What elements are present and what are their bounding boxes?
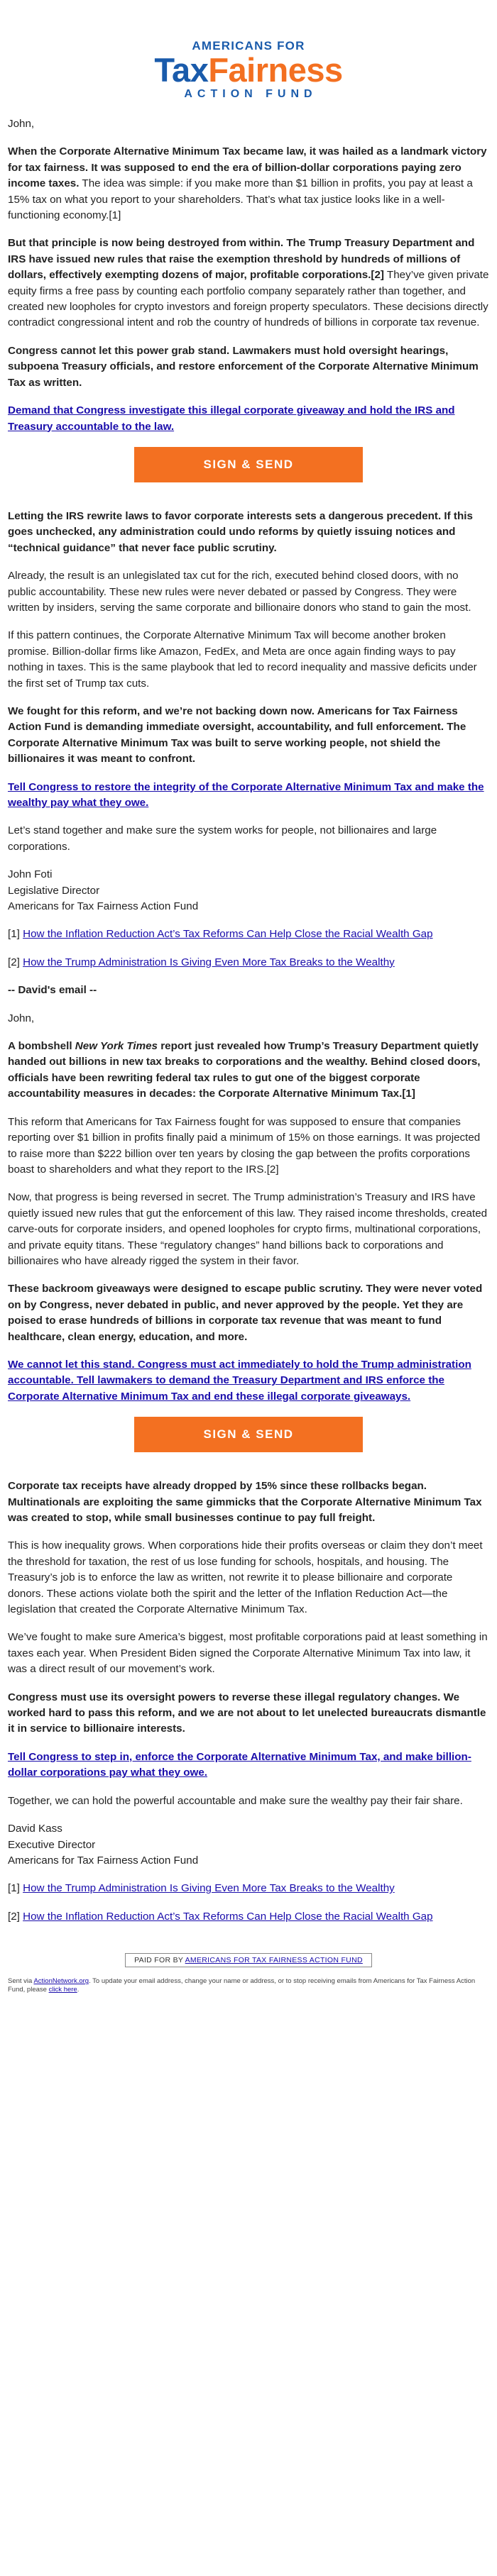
forwarded-email-separator: -- David's email -- (8, 984, 97, 997)
fine-print-text: . To update your email address, change your name or address, or to stop receiving emails from Americans for Tax Fairness Action Fund, please (8, 1977, 476, 1994)
footer-fine-print (0, 1967, 497, 2008)
footnote-link[interactable]: How the Trump Administration Is Giving Even More Tax Breaks to the Wealthy (23, 1882, 395, 1895)
fine-print-text: . (77, 1986, 80, 1994)
paragraph-text: They’ve given private equity firms a free pass by counting each portfolio company separately rather than together, and created new loopholes for crypto investors and foreign property speculators. These decisions directly contradict congressional intent and rob the country of hundreds of billions in corporate tax revenue. (8, 269, 489, 329)
paragraph-text: A bombshell (8, 1040, 75, 1053)
button-wrap (8, 447, 489, 482)
paragraph-bold: Letting the IRS rewrite laws to favor corporate interests sets a dangerous precedent. If this goes unchecked, any administration could undo reforms by quietly issuing notices and “technical guidance” that never face public scrutiny. (8, 509, 473, 554)
paragraph (8, 236, 489, 331)
paragraph: We’ve fought to make sure America’s biggest, most profitable corporations paid at least something in taxes each year. When President Biden signed the Corporate Alternative Minimum Tax into law, it was a direct result of our movement’s work. (8, 1631, 488, 1676)
signature-org: Americans for Tax Fairness Action Fund (8, 900, 199, 913)
paragraph: This reform that Americans for Tax Fairness fought for was supposed to ensure that companies reporting over $1 billion in profits finally paid a minimum of 15% on those earnings. It was projected to raise more than $222 billion over ten years by closing the gap between the profits corporations boast to shareholders and what they report to the IRS.[2] (8, 1115, 481, 1176)
paragraph (8, 144, 489, 223)
cta-paragraph (8, 403, 489, 435)
paragraph-bold: We fought for this reform, and we’re not backing down now. Americans for Tax Fairness Action Fund is demanding immediate oversight, accountability, and full enforcement. The Corporate Alternative Minimum Tax was built to serve working people, not shield the billionaires it was meant to confront. (8, 704, 466, 765)
footnote-number: [2] (8, 1910, 20, 1923)
paragraph-bold: Corporate tax receipts have already dropped by 15% since these rollbacks began. Multinationals are exploiting the same gimmicks that the Corporate Alternative Minimum Tax was created to stop, while small businesses continue to pay full freight. (8, 1480, 482, 1524)
paid-for-by-link[interactable]: AMERICANS FOR TAX FAIRNESS ACTION FUND (185, 1956, 363, 1965)
logo-word-fairness: Fairness (208, 51, 343, 89)
footnote-2 (8, 1909, 489, 1925)
cta-link-restore-integrity[interactable]: Tell Congress to restore the integrity of the Corporate Alternative Minimum Tax and make the wealthy pay what they owe. (8, 780, 484, 809)
paragraph-text: report just revealed how Trump’s Treasury Department quietly handed out billions in new tax breaks to corporations and the wealthy. Behind closed doors, officials have been rewriting federal tax rules to gut one of the biggest corporate accountability measures in decades: the Corporate Alternative Minimum Tax.[1] (8, 1040, 481, 1100)
cta-paragraph (8, 1749, 489, 1781)
cta-link-demand-investigation[interactable]: Demand that Congress investigate this illegal corporate giveaway and hold the IRS and Treasury accountable to the law. (8, 404, 455, 433)
paid-for-by-box (125, 1953, 372, 1967)
footnote-2 (8, 955, 489, 971)
footnote-1 (8, 1881, 489, 1896)
paragraph (8, 509, 489, 556)
signature-org: Americans for Tax Fairness Action Fund (8, 1854, 199, 1867)
logo-line-tax-fairness (154, 52, 342, 88)
logo-line-action-fund: ACTION FUND (184, 88, 317, 100)
paragraph: Let’s stand together and make sure the system works for people, not billionaires and large corporations. (8, 824, 437, 853)
sign-and-send-button[interactable]: SIGN & SEND (134, 447, 363, 482)
footnote-1 (8, 927, 489, 942)
cta-paragraph (8, 780, 489, 812)
paragraph (8, 343, 489, 391)
sign-and-send-button[interactable]: SIGN & SEND (134, 1417, 363, 1452)
footer (0, 1953, 497, 2008)
signature (8, 1821, 489, 1869)
paid-for-by-label: PAID FOR BY (134, 1956, 183, 1965)
paragraph (8, 1478, 489, 1526)
footnote-number: [1] (8, 928, 20, 941)
paragraph: This is how inequality grows. When corporations hide their profits overseas or claim they don’t meet the threshold for taxation, the rest of us lose funding for schools, hospitals, and housing. The Treasury’s job is to enforce the law as written, not rewrite it to please billionaire and corporate donors. These actions violate both the spirit and the letter of the Inflation Reduction Act—the legislation that created the Corporate Alternative Minimum Tax. (8, 1539, 483, 1616)
action-network-link[interactable]: ActionNetwork.org (33, 1977, 89, 1986)
header (0, 0, 497, 116)
paragraph: Now, that progress is being reversed in secret. The Trump administration’s Treasury and IRS have quietly issued new rules that gut the enforcement of this law. They raised income thresholds, created carve-outs for corporate insiders, and opened loopholes for crypto firms, multinational corporations, and private equity titans. These “regulatory changes” hand billions back to corporations and billionaires who have already rigged the system in their favor. (8, 1191, 488, 1267)
greeting: John, (8, 1012, 35, 1024)
paragraph (8, 1690, 489, 1737)
footnote-number: [2] (8, 956, 20, 968)
paragraph (8, 1039, 489, 1102)
paragraph-bold-lead: When the Corporate Alternative Minimum Tax became law, it was hailed as a landmark victory for tax fairness. It was supposed to end the era of billion-dollar corporations paying zero income taxes. (8, 145, 487, 190)
email-body (0, 116, 497, 1925)
signature (8, 867, 489, 914)
signature-title: Legislative Director (8, 884, 100, 897)
paragraph-bold: Congress must use its oversight powers to reverse these illegal regulatory changes. We worked hard to pass this reform, and we are not about to let unelected bureaucrats dismantle it in service to billionaire interests. (8, 1691, 486, 1735)
logo-line-americans-for: AMERICANS FOR (192, 39, 305, 52)
logo-word-tax: Tax (154, 51, 209, 89)
greeting: John, (8, 118, 35, 130)
signature-title: Executive Director (8, 1838, 96, 1851)
footnote-link[interactable]: How the Trump Administration Is Giving Even More Tax Breaks to the Wealthy (23, 956, 395, 968)
paragraph (8, 1281, 489, 1345)
paragraph: Already, the result is an unlegislated tax cut for the rich, executed behind closed doors, with no public accountability. These new rules were never debated or passed by Congress. They were written by insiders, serving the same corporate and billionaire donors who stand to gain the most. (8, 570, 471, 614)
unsubscribe-link[interactable]: click here (48, 1986, 77, 1994)
paragraph-text: The idea was simple: if you make more than $1 billion in profits, you pay at least a 15% tax on what you report to your shareholders. That’s what tax justice looks like in a well-functioning economy.[1] (8, 177, 473, 222)
paragraph-bold-lead: But that principle is now being destroyed from within. The Trump Treasury Department and IRS have issued new rules that raise the exemption threshold by hundreds of millions of dollars, effectively exempting dozens of major, profitable corporations.[2] (8, 237, 475, 282)
footnote-number: [1] (8, 1882, 20, 1895)
signature-name: David Kass (8, 1823, 62, 1835)
footnote-link[interactable]: How the Inflation Reduction Act’s Tax Reforms Can Help Close the Racial Wealth Gap (23, 928, 433, 941)
paragraph: If this pattern continues, the Corporate Alternative Minimum Tax will become another broken promise. Billion-dollar firms like Amazon, FedEx, and Meta are once again finding ways to pay nothing in taxes. This is the same playbook that led to record inequality and massive deficits under the first set of Trump tax cuts. (8, 629, 477, 690)
button-wrap (8, 1417, 489, 1452)
fine-print-text: Sent via (8, 1977, 34, 1986)
cta-paragraph (8, 1357, 489, 1405)
atf-action-fund-logo[interactable] (154, 40, 342, 101)
footnote-link[interactable]: How the Inflation Reduction Act’s Tax Reforms Can Help Close the Racial Wealth Gap (23, 1910, 433, 1923)
paragraph (8, 704, 489, 768)
publication-name: New York Times (75, 1040, 158, 1053)
paragraph-bold: These backroom giveaways were designed to escape public scrutiny. They were never voted on by Congress, never debated in public, and never approved by the people. Yet they are poised to erase hundreds of billions in corporate tax revenue that was meant to fund healthcare, clean energy, education, and more. (8, 1283, 483, 1343)
paragraph-bold: Congress cannot let this power grab stand. Lawmakers must hold oversight hearings, subpoena Treasury officials, and restore enforcement of the Corporate Alternative Minimum Tax as written. (8, 344, 479, 389)
paragraph: Together, we can hold the powerful accountable and make sure the wealthy pay their fair share. (8, 1794, 463, 1807)
signature-name: John Foti (8, 868, 53, 881)
cta-link-step-in[interactable]: Tell Congress to step in, enforce the Corporate Alternative Minimum Tax, and make billion-dollar corporations pay what they owe. (8, 1750, 471, 1779)
cta-link-hold-accountable[interactable]: We cannot let this stand. Congress must act immediately to hold the Trump administration accountable. Tell lawmakers to demand the Treasury Department and IRS enforce the Corporate Alternative Minimum Tax and end these illegal corporate giveaways. (8, 1358, 471, 1403)
paragraph-bold (8, 1040, 481, 1100)
